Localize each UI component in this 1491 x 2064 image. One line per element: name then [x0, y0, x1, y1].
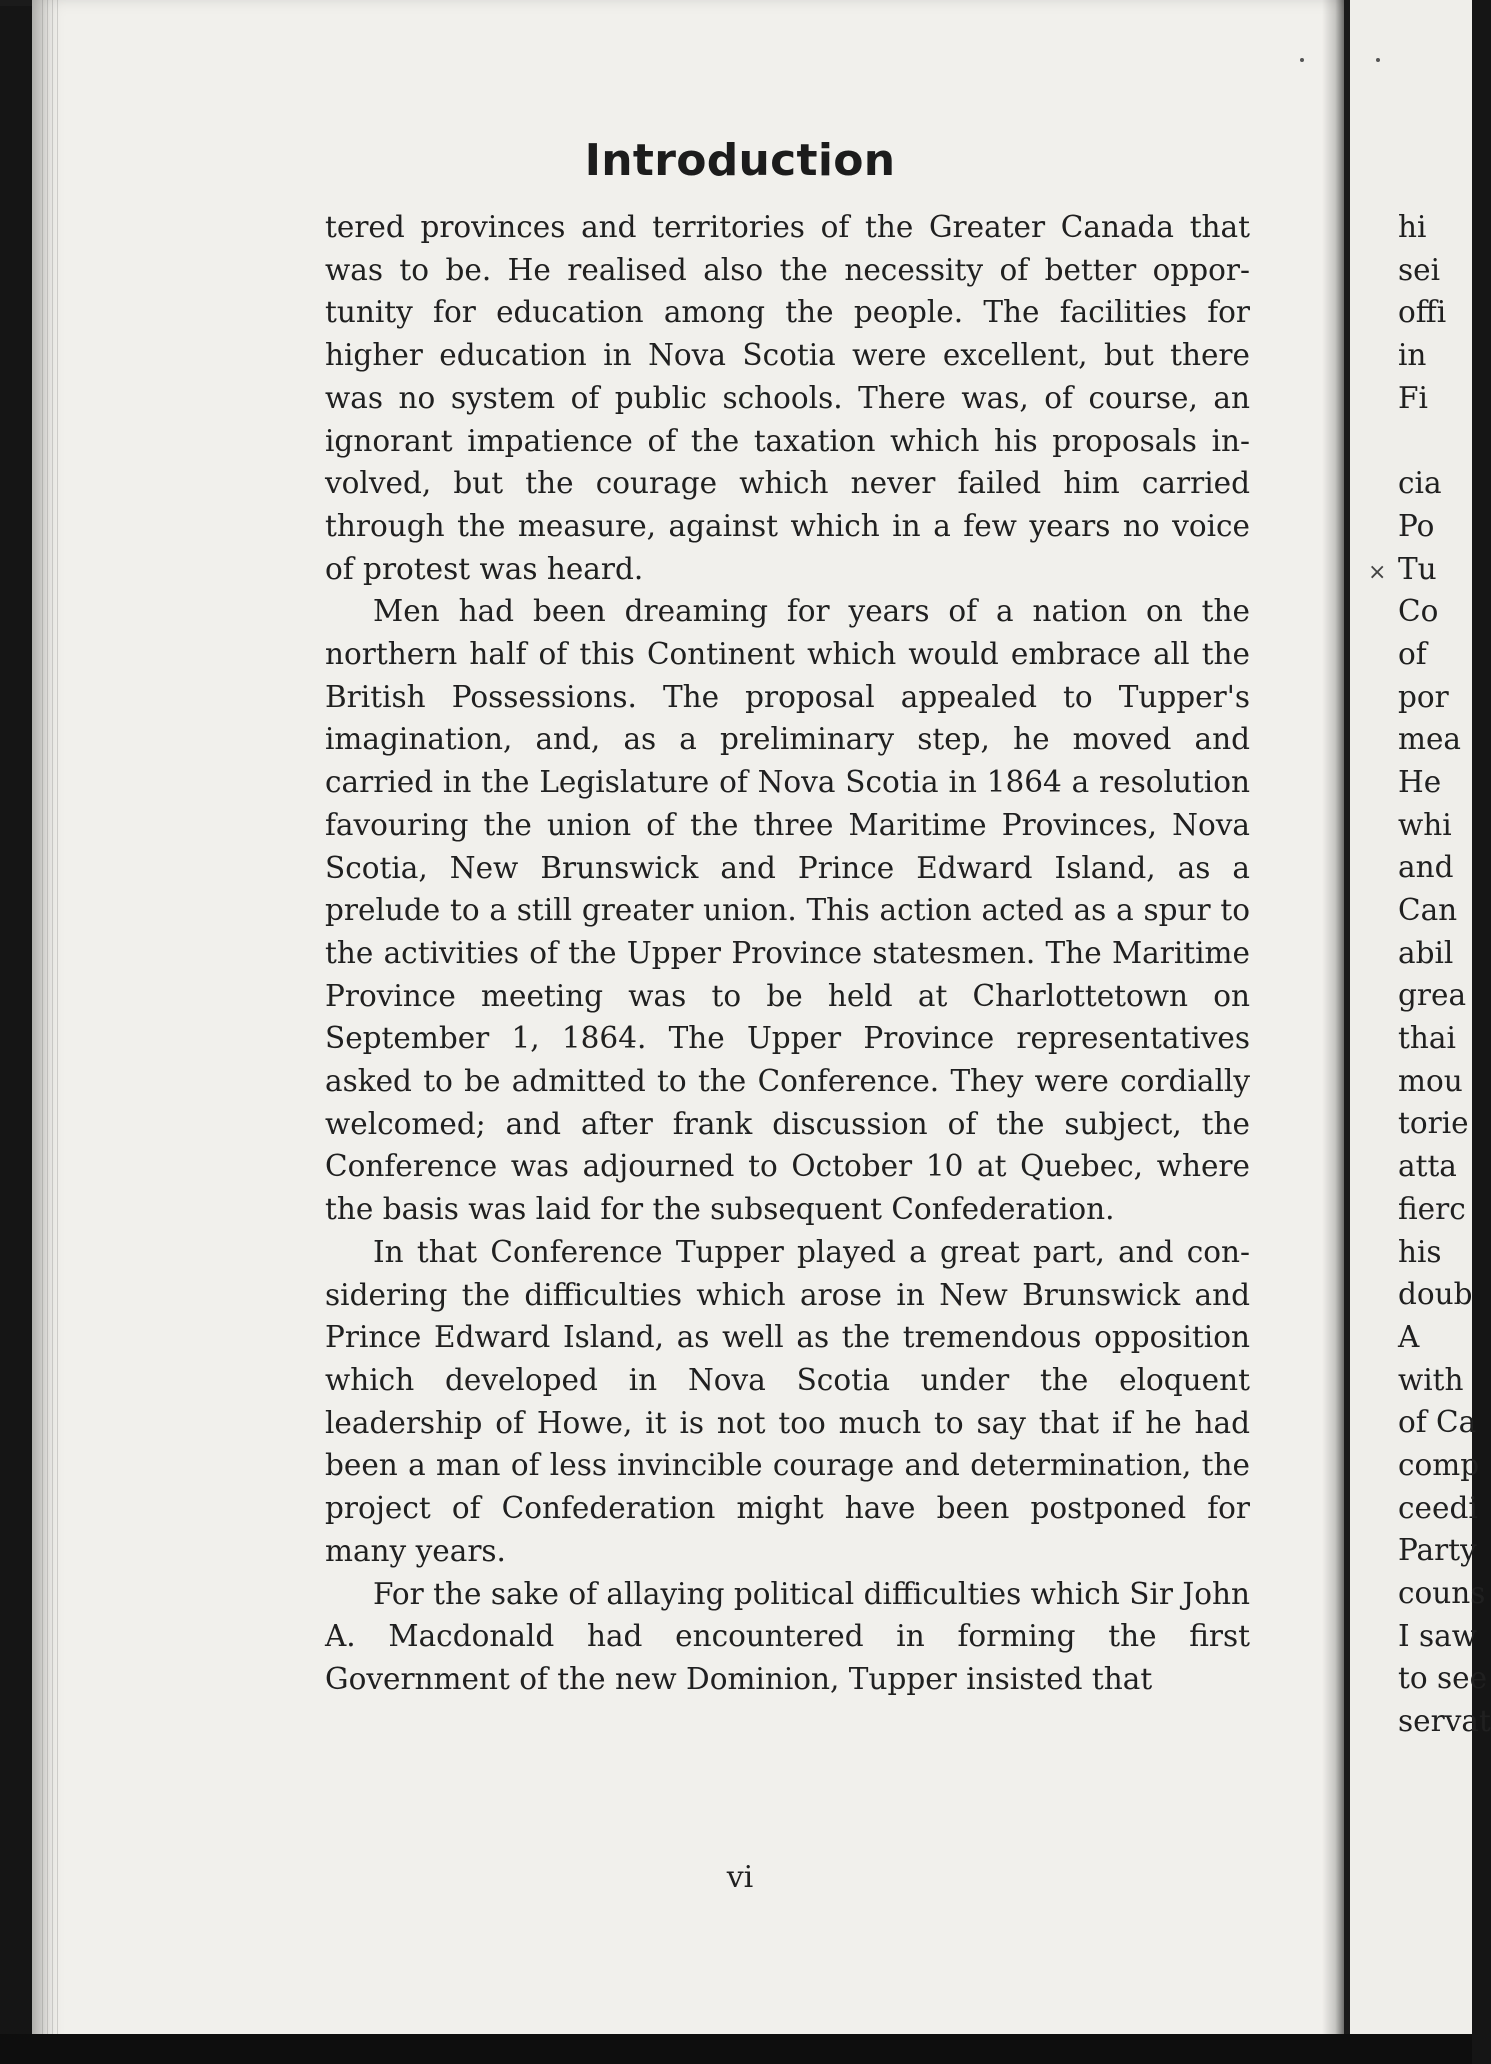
- scan-bottom-edge: [0, 2034, 1472, 2064]
- facing-page-line: Tu: [1398, 551, 1437, 586]
- facing-page-text: [1398, 206, 1491, 1743]
- facing-page-line: mou: [1398, 1063, 1463, 1098]
- facing-page-line: abil: [1398, 935, 1454, 970]
- facing-page-line: servat: [1398, 1704, 1491, 1739]
- facing-page-line: grea: [1398, 978, 1467, 1013]
- facing-page-line: sei: [1398, 252, 1441, 287]
- facing-page-line: comp: [1398, 1447, 1480, 1482]
- facing-page-line: his: [1398, 1234, 1442, 1269]
- facing-page-line: doub: [1398, 1277, 1473, 1312]
- facing-page-line: He: [1398, 764, 1442, 799]
- facing-page-line: in: [1398, 338, 1427, 373]
- facing-page-line: A: [1398, 1319, 1420, 1354]
- paragraph: For the sake of allaying political difficulties which Sir John A. Macdonald had encountered in forming the first Government of the new Dominion, Tupper insisted that: [325, 1576, 1250, 1696]
- facing-page-line: offi: [1398, 295, 1447, 330]
- facing-page-line: cia: [1398, 466, 1442, 501]
- facing-page-line: of: [1398, 636, 1427, 671]
- page-title: Introduction: [584, 135, 896, 186]
- facing-page-line: torie: [1398, 1106, 1469, 1141]
- facing-page-line: fierc: [1398, 1191, 1466, 1226]
- page-number: vi: [726, 1860, 754, 1895]
- facing-page-line: Po: [1398, 508, 1435, 543]
- facing-page-line: ceedi: [1398, 1490, 1478, 1525]
- facing-page-line: thai: [1398, 1021, 1456, 1056]
- facing-page-line: with: [1398, 1362, 1464, 1397]
- paragraph: Men had been dreaming for years of a nation on the northern half of this Continent which would embrace all the British Possessions. The proposal appealed to Tupper's imagination, and, as a preliminary step, he moved and carried in the Legislature of Nova Scotia in 1864 a resolution favouring the union of the three Maritime Provinces, Nova Scotia, New Brunswick and Prince Edward Island, as a prelude to a still greater union. This action acted as a spur to the activities of the Upper Province statesmen. The Maritime Province meeting was to be held at Charlottetown on September 1, 1864. The Upper Province representatives asked to be admitted to the Conference. They were cordially welcomed; and after frank discussion of the subject, the Conference was adjourned to October 10 at Quebec, where the basis was laid for the subsequent Confederation.: [325, 594, 1250, 1227]
- scan-speck: [1376, 58, 1380, 62]
- scan-speck: [1300, 58, 1304, 62]
- facing-page-line: hi: [1398, 210, 1427, 244]
- paragraph: In that Conference Tupper played a great part, and considering the difficulties which arose in New Brunswick and Prince Edward Island, as well as the tremendous opposition which developed in Nova Scotia under the eloquent leadership of Howe, it is not too much to say that if he had been a man of less invincible courage and determination, the project of Confederation might have been postponed for many years.: [325, 1234, 1250, 1568]
- facing-page-line: mea: [1398, 722, 1462, 757]
- facing-page-line: Can: [1398, 893, 1458, 927]
- facing-page-line: couns: [1398, 1576, 1486, 1610]
- facing-page-line: atta: [1398, 1149, 1457, 1184]
- body-text: [325, 206, 1250, 1701]
- facing-page-line: [1398, 419, 1478, 462]
- facing-page-line: to see: [1398, 1661, 1488, 1696]
- facing-page-line: por: [1398, 679, 1449, 714]
- facing-page-line: I saw: [1398, 1618, 1478, 1653]
- facing-page-line: whi: [1398, 807, 1452, 842]
- paragraph: tered provinces and territories of the Greater Canada that was to be. He realised also the necessity of better opportunity for education among the people. The facilities for higher education in Nova Scotia were excellent, but there was no system of public schools. There was, of course, an ignorant impatience of the taxation which his proposals involved, but the courage which never failed him carried through the measure, against which in a few years no voice of protest was heard.: [325, 210, 1250, 586]
- facing-page-line: of Ca: [1398, 1405, 1477, 1440]
- facing-page-line: and: [1398, 850, 1454, 885]
- facing-page-line: Co: [1398, 594, 1439, 629]
- facing-page-line: Party: [1398, 1533, 1477, 1568]
- margin-mark: ×: [1368, 560, 1387, 585]
- facing-page-line: Fi: [1398, 380, 1428, 415]
